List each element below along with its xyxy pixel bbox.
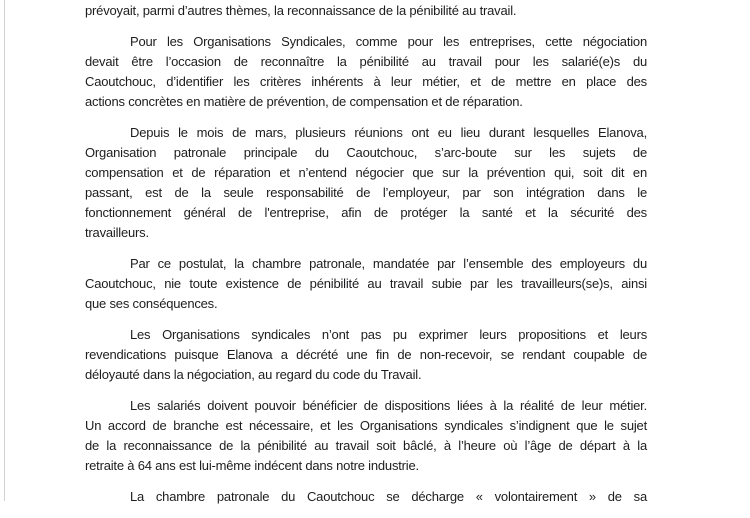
paragraph bbox=[85, 254, 647, 314]
text-line: retraite à 64 ans est lui-même indécent dans notre industrie. bbox=[85, 458, 419, 473]
paragraph bbox=[85, 1, 647, 21]
text-line: Caoutchouc, d’identifier les critères inhérents à leur métier, et de mettre en place des bbox=[85, 74, 647, 89]
text-line: Un accord de branche est nécessaire, et les Organisations syndicales s’indignent que le sujet bbox=[85, 418, 647, 433]
text-line: actions concrètes en matière de prévention, de compensation et de réparation. bbox=[85, 94, 523, 109]
text-line: prévoyait, parmi d’autres thèmes, la reconnaissance de la pénibilité au travail. bbox=[85, 3, 517, 18]
text-line: de la reconnaissance de la pénibilité au travail soit bâclé, à l’heure où l’âge de départ à la bbox=[85, 438, 647, 453]
paragraph bbox=[85, 396, 647, 476]
text-line: Caoutchouc, nie toute existence de pénibilité au travail subie par les travailleurs(se)s, ainsi bbox=[85, 276, 647, 291]
text-line: devait être l’occasion de reconnaître la pénibilité au travail pour les salarié(e)s du bbox=[85, 54, 647, 69]
document-text-area[interactable] bbox=[85, 1, 647, 518]
text-line: fonctionnement général de l'entreprise, afin de protéger la santé et la sécurité des bbox=[85, 205, 647, 220]
text-line: Par ce postulat, la chambre patronale, mandatée par l’ensemble des employeurs du bbox=[130, 256, 647, 271]
text-line: Depuis le mois de mars, plusieurs réunions ont eu lieu durant lesquelles Elanova, bbox=[130, 125, 647, 140]
text-line: Pour les Organisations Syndicales, comme pour les entreprises, cette négociation bbox=[130, 34, 647, 49]
paragraph bbox=[85, 487, 647, 507]
paragraph bbox=[85, 32, 647, 112]
text-line: travailleurs. bbox=[85, 225, 149, 240]
text-line: Les salariés doivent pouvoir bénéficier de dispositions liées à la réalité de leur métier. bbox=[130, 398, 647, 413]
text-line: compensation et de réparation et n’entend négocier que sur la prévention qui, soit dit en bbox=[85, 165, 647, 180]
page-left-edge bbox=[4, 0, 5, 501]
text-line: Les Organisations syndicales n’ont pas pu exprimer leurs propositions et leurs bbox=[130, 327, 647, 342]
text-line: La chambre patronale du Caoutchouc se décharge « volontairement » de sa bbox=[130, 489, 647, 504]
text-line: déloyauté dans la négociation, au regard du code du Travail. bbox=[85, 367, 422, 382]
paragraph bbox=[85, 123, 647, 243]
text-line: Organisation patronale principale du Caoutchouc, s’arc-boute sur les sujets de bbox=[85, 145, 647, 160]
text-line: que ses conséquences. bbox=[85, 296, 218, 311]
text-line: revendications puisque Elanova a décrété une fin de non-recevoir, se rendant coupable de bbox=[85, 347, 647, 362]
text-line: passant, est de la seule responsabilité de l’employeur, par son intégration dans le bbox=[85, 185, 647, 200]
paragraph bbox=[85, 325, 647, 385]
